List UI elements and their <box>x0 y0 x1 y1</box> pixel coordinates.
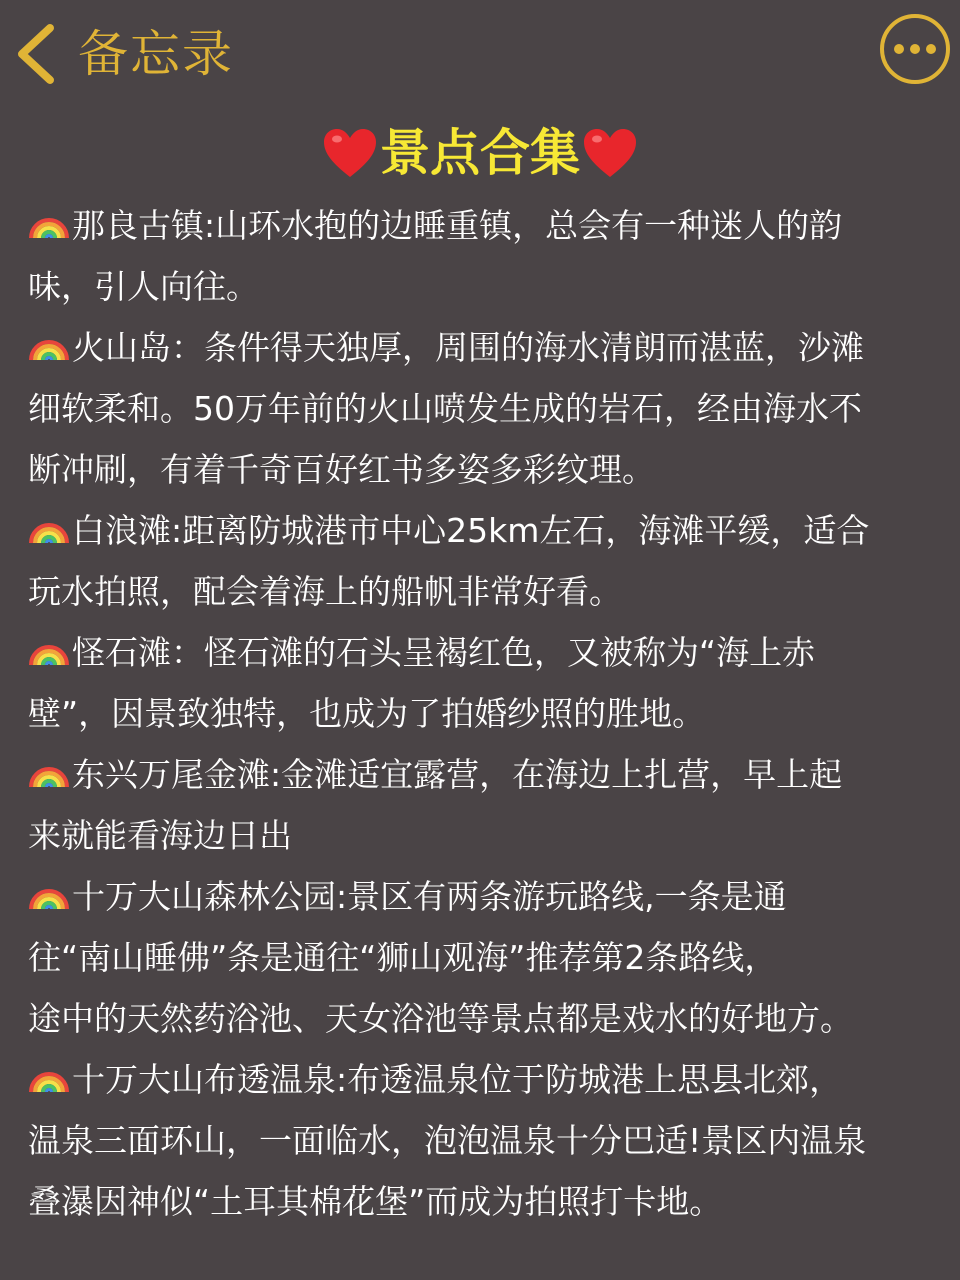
rainbow-icon <box>28 328 70 362</box>
entry-text: 细软柔和。50万年前的火山喷发生成的岩石，经由海水不 <box>28 389 862 428</box>
entry-text: 往“南山睡佛”条是通往“狮山观海”推荐第2条路线， <box>28 938 778 977</box>
attraction-entry <box>28 317 940 500</box>
entry-line <box>28 439 940 500</box>
entry-line <box>28 256 940 317</box>
chevron-left-icon <box>12 22 60 86</box>
attraction-entry <box>28 866 940 1049</box>
rainbow-icon <box>28 633 70 667</box>
more-dots-icon <box>894 44 936 54</box>
entry-line <box>28 927 940 988</box>
entry-line <box>28 866 940 927</box>
entry-line <box>28 561 940 622</box>
entry-text: 玩水拍照，配会着海上的船帆非常好看。 <box>28 572 622 611</box>
attraction-entry <box>28 622 940 744</box>
entry-text: 东兴万尾金滩:金滩适宜露营，在海边上扎营，早上起 <box>72 755 843 794</box>
entry-text: 壁”，因景致独特，也成为了拍婚纱照的胜地。 <box>28 694 706 733</box>
note-title: 景点合集 <box>380 124 580 182</box>
entry-line <box>28 622 940 683</box>
entry-text: 断冲刷，有着千奇百好红书多姿多彩纹理。 <box>28 450 655 489</box>
entry-line <box>28 500 940 561</box>
rainbow-icon <box>28 755 70 789</box>
attraction-entry <box>28 195 940 317</box>
entry-text: 十万大山布透温泉:布透温泉位于防城港上思县北郊， <box>72 1060 843 1099</box>
entry-text: 途中的天然药浴池、天女浴池等景点都是戏水的好地方。 <box>28 999 853 1038</box>
entry-line <box>28 1171 940 1232</box>
entry-line <box>28 805 940 866</box>
back-button[interactable] <box>12 14 234 94</box>
attraction-entry <box>28 500 940 622</box>
entry-text: 十万大山森林公园:景区有两条游玩路线,一条是通 <box>72 877 787 916</box>
entry-text: 那良古镇:山环水抱的边睡重镇，总会有一种迷人的韵 <box>72 206 843 245</box>
entry-line <box>28 195 940 256</box>
heart-icon <box>580 125 640 181</box>
entry-line <box>28 378 940 439</box>
rainbow-icon <box>28 1060 70 1094</box>
back-label: 备忘录 <box>78 25 234 83</box>
entry-line <box>28 744 940 805</box>
note-title-row <box>0 118 960 188</box>
attraction-entry <box>28 1049 940 1232</box>
entry-line <box>28 1049 940 1110</box>
entry-text: 白浪滩:距离防城港市中心25km左石，海滩平缓，适合 <box>72 511 870 550</box>
entry-line <box>28 317 940 378</box>
navigation-bar <box>0 0 960 110</box>
rainbow-icon <box>28 877 70 911</box>
entry-line <box>28 988 940 1049</box>
entry-text: 怪石滩：怪石滩的石头呈褐红色，又被称为“海上赤 <box>72 633 816 672</box>
rainbow-icon <box>28 206 70 240</box>
entry-text: 味，引人向往。 <box>28 267 259 306</box>
heart-icon <box>320 125 380 181</box>
rainbow-icon <box>28 511 70 545</box>
entry-text: 叠瀑因神似“土耳其棉花堡”而成为拍照打卡地。 <box>28 1182 723 1221</box>
more-options-button[interactable] <box>880 14 950 84</box>
entry-text: 火山岛：条件得天独厚，周围的海水清朗而湛蓝，沙滩 <box>72 328 864 367</box>
note-body[interactable] <box>28 195 940 1232</box>
attraction-entry <box>28 744 940 866</box>
entry-text: 温泉三面环山，一面临水，泡泡温泉十分巴适!景区内温泉 <box>28 1121 867 1160</box>
entry-text: 来就能看海边日出 <box>28 816 292 855</box>
entry-line <box>28 683 940 744</box>
entry-line <box>28 1110 940 1171</box>
